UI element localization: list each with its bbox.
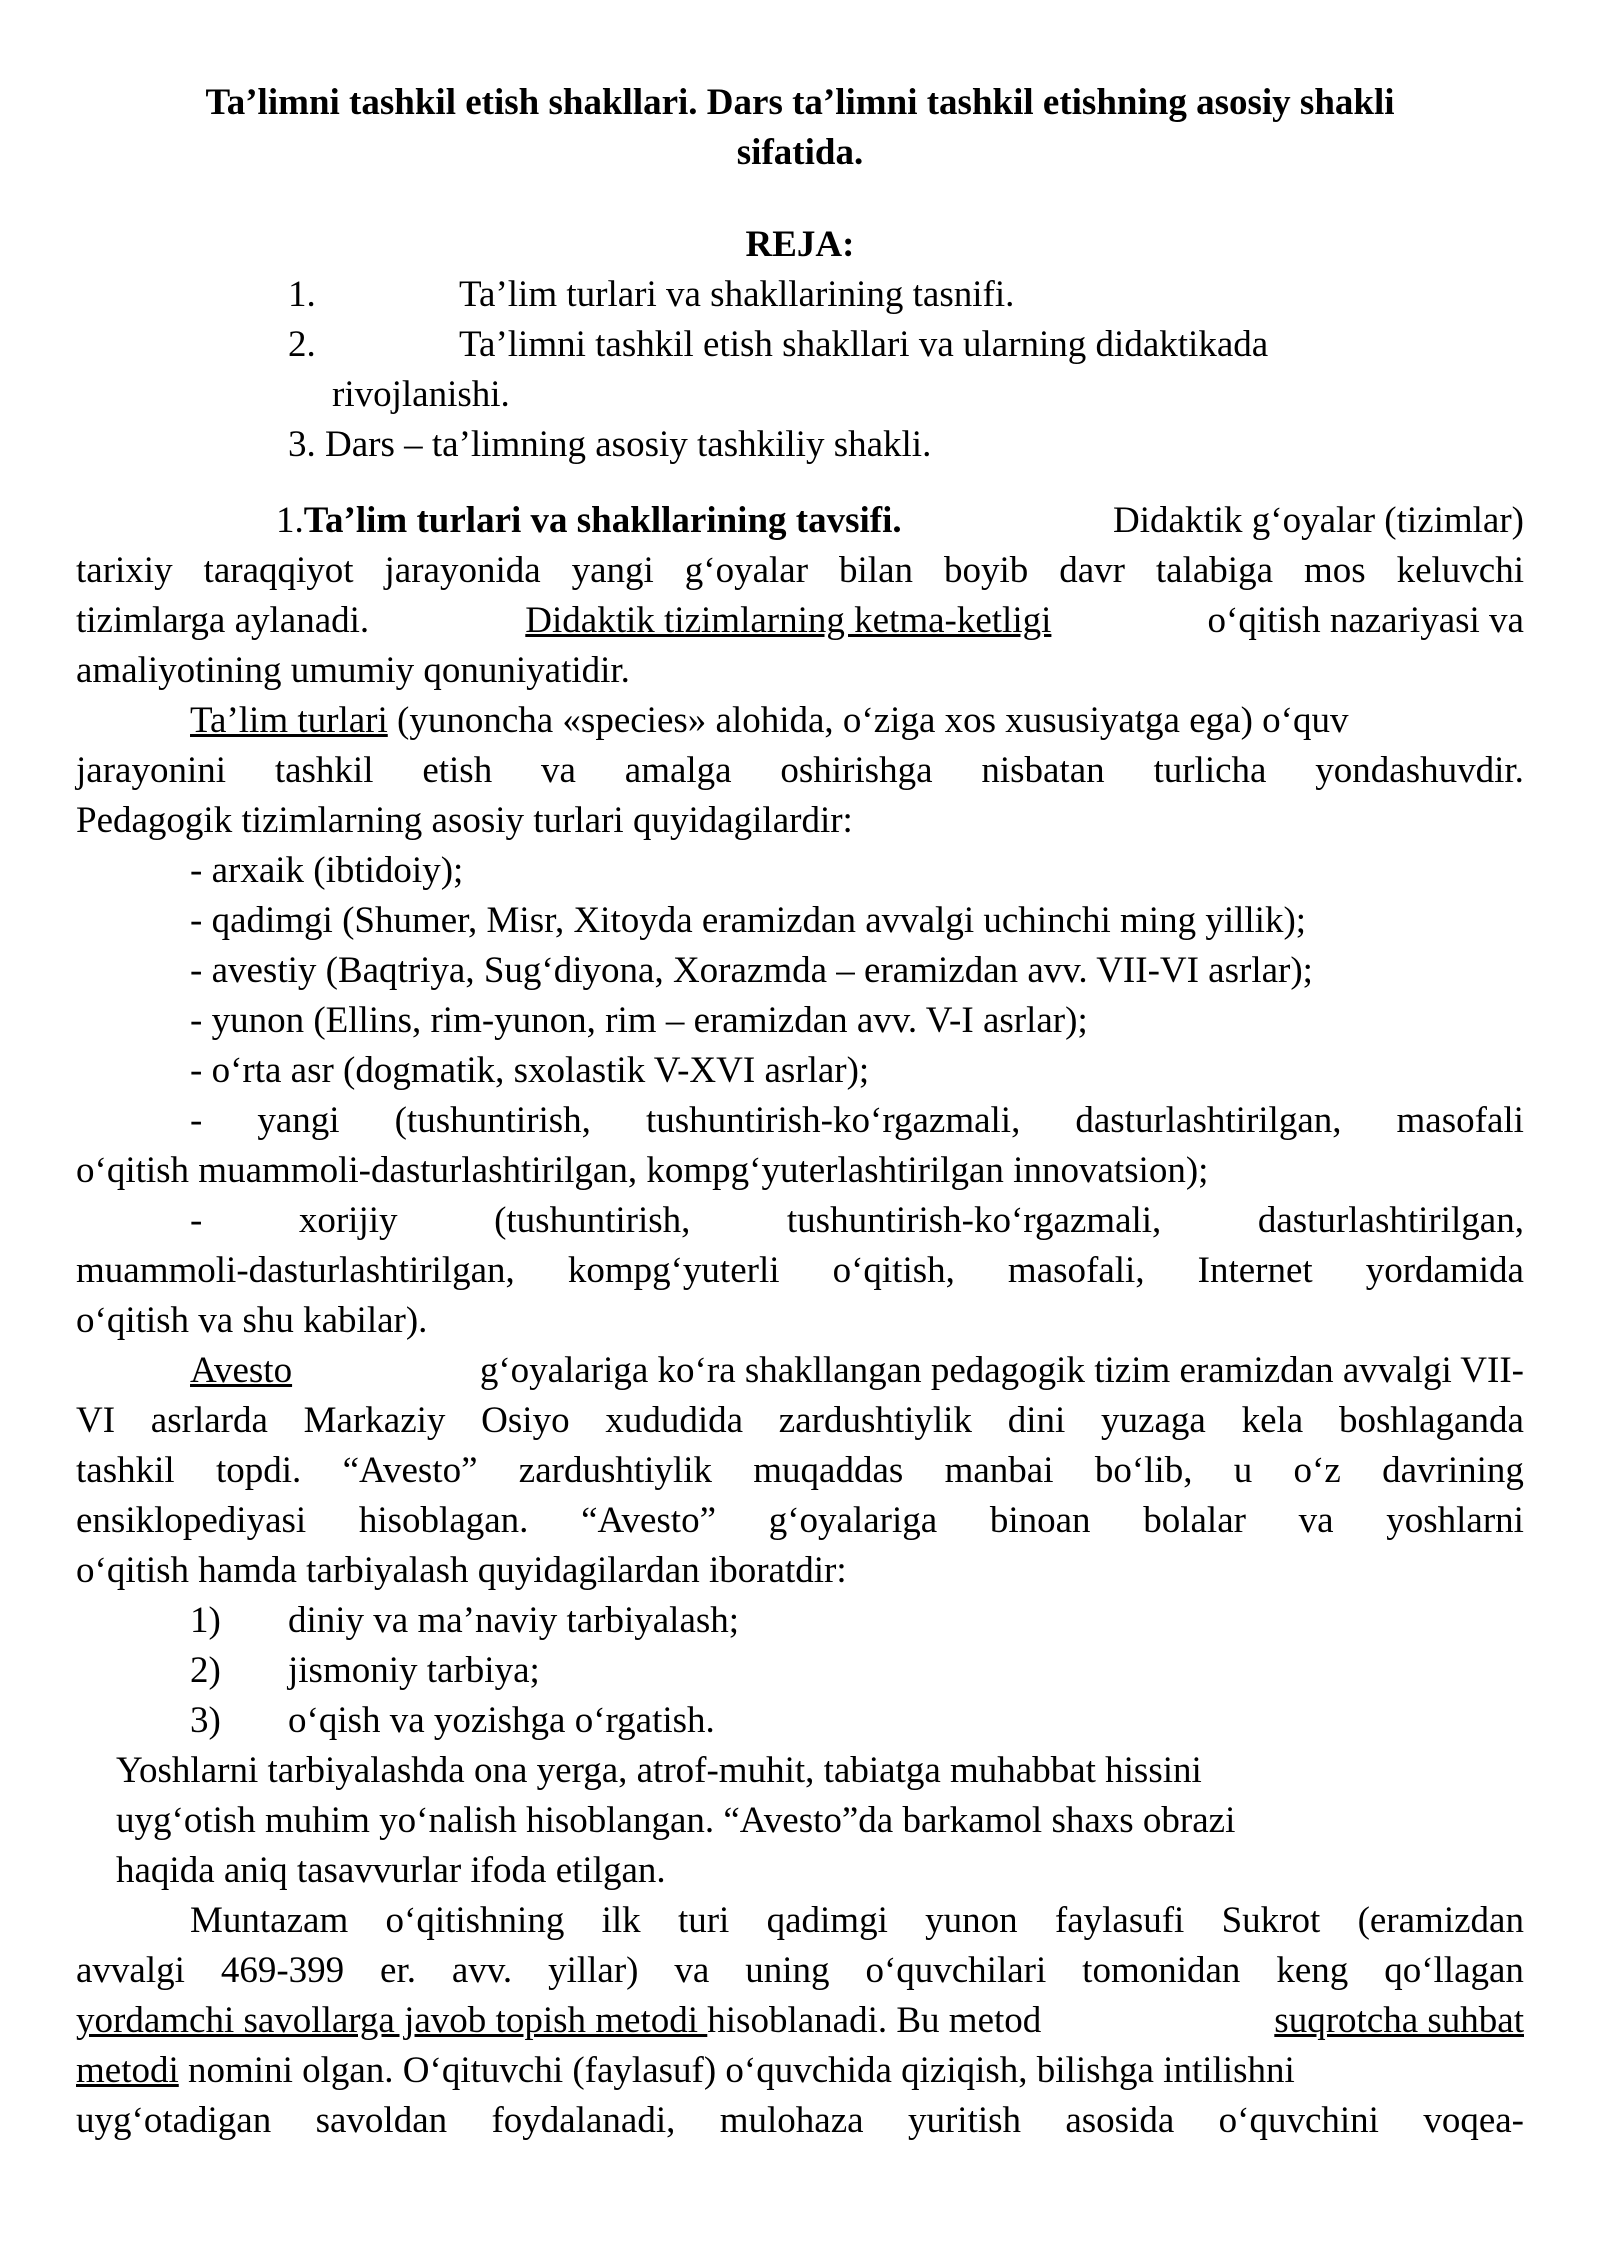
word: turi bbox=[677, 1900, 730, 1941]
text-line bbox=[76, 796, 1524, 846]
word: jarayonini bbox=[76, 750, 227, 791]
word: o‘z bbox=[1293, 1450, 1341, 1491]
plan-list bbox=[76, 270, 1524, 470]
word: va bbox=[541, 750, 576, 791]
section-heading: Ta’lim turlari va shakllarining tavsifi. bbox=[303, 500, 902, 541]
text-line bbox=[76, 596, 1524, 646]
word: Muntazam bbox=[190, 1900, 349, 1941]
plan-item-number: 2. bbox=[288, 324, 316, 365]
word: Markaziy bbox=[303, 1400, 446, 1441]
word: kela bbox=[1241, 1400, 1304, 1441]
word: etish bbox=[422, 750, 493, 791]
word: Internet bbox=[1197, 1250, 1313, 1291]
list-item: - avestiy (Baqtriya, Sug‘diyona, Xorazmda – eramizdan avv. VII-VI asrlar); bbox=[190, 950, 1313, 991]
numbered-list-item bbox=[76, 1646, 1524, 1696]
text-line bbox=[76, 1746, 1524, 1796]
word: VI bbox=[76, 1400, 116, 1441]
word: asosida bbox=[1065, 2100, 1175, 2141]
text-line bbox=[76, 746, 1524, 796]
text-span: o‘qitish muammoli-dasturlashtirilgan, kompg‘yuterlashtirilgan innovatsion); bbox=[76, 1150, 1209, 1191]
word: manbai bbox=[944, 1450, 1054, 1491]
word: tushuntirish-ko‘rgazmali, bbox=[645, 1100, 1021, 1141]
word: davrining bbox=[1382, 1450, 1524, 1491]
word: g‘oyalariga bbox=[768, 1500, 938, 1541]
word: er. bbox=[380, 1950, 416, 1991]
text-span: Yoshlarni tarbiyalashda ona yerga, atrof-muhit, tabiatga muhabbat hissini bbox=[116, 1750, 1202, 1791]
list-item bbox=[76, 1096, 1524, 1146]
word: bolalar bbox=[1143, 1500, 1246, 1541]
section-number: 1. bbox=[276, 500, 304, 541]
word: (eramizdan bbox=[1357, 1900, 1524, 1941]
word: xududida bbox=[605, 1400, 744, 1441]
word: boshlaganda bbox=[1338, 1400, 1524, 1441]
word: uyg‘otadigan bbox=[76, 2100, 272, 2141]
word: tashkil bbox=[274, 750, 374, 791]
list-item: - arxaik (ibtidoiy); bbox=[190, 850, 464, 891]
word: yillar) bbox=[548, 1950, 639, 1991]
word: kompg‘yuterli bbox=[567, 1250, 780, 1291]
text-line bbox=[76, 1246, 1524, 1296]
plan-item-number-text bbox=[288, 420, 931, 470]
text-span: Didaktik g‘oyalar (tizimlar) bbox=[1113, 500, 1524, 541]
word: xorijiy bbox=[298, 1200, 398, 1241]
underlined-term: metodi bbox=[76, 2050, 179, 2091]
plan-heading: REJA: bbox=[745, 224, 855, 265]
text-span: o‘qitish va shu kabilar). bbox=[76, 1300, 428, 1341]
document-title bbox=[116, 78, 1484, 178]
word: g‘oyalar bbox=[684, 550, 809, 591]
word: (tushuntirish, bbox=[494, 1200, 691, 1241]
word: faylasufi bbox=[1054, 1900, 1185, 1941]
word: keluvchi bbox=[1396, 550, 1524, 591]
section-4-paragraph bbox=[76, 1896, 1524, 2146]
text-line bbox=[76, 1446, 1524, 1496]
text-line bbox=[76, 496, 1524, 546]
word: tushuntirish-ko‘rgazmali, bbox=[786, 1200, 1162, 1241]
underlined-term: Didaktik tizimlarning ketma-ketligi bbox=[525, 600, 1052, 641]
word: o‘quvchilari bbox=[865, 1950, 1047, 1991]
word: taraqqiyot bbox=[203, 550, 354, 591]
text-line bbox=[76, 1996, 1524, 2046]
text-span: haqida aniq tasavvurlar ifoda etilgan. bbox=[116, 1850, 666, 1891]
word: 469-399 bbox=[220, 1950, 345, 1991]
text-span: o‘qitish nazariyasi va bbox=[1207, 600, 1524, 641]
word: yordamida bbox=[1365, 1250, 1524, 1291]
word: mulohaza bbox=[719, 2100, 864, 2141]
word: masofali, bbox=[1007, 1250, 1145, 1291]
word: o‘quvchini bbox=[1218, 2100, 1379, 2141]
word: keng bbox=[1276, 1950, 1349, 1991]
word: u bbox=[1233, 1450, 1253, 1491]
section-2-paragraph bbox=[76, 696, 1524, 1346]
list-item: - o‘rta asr (dogmatik, sxolastik V-XVI asrlar); bbox=[190, 1050, 870, 1091]
word: muammoli-dasturlashtirilgan, bbox=[76, 1250, 515, 1291]
word: zardushtiylik bbox=[778, 1400, 972, 1441]
word: o‘qitish, bbox=[832, 1250, 955, 1291]
word: - bbox=[190, 1200, 203, 1241]
word: tashkil bbox=[76, 1450, 175, 1491]
word: tarixiy bbox=[76, 550, 173, 591]
plan-item bbox=[76, 420, 1524, 470]
plan-item bbox=[76, 270, 1524, 320]
text-line bbox=[76, 696, 1524, 746]
list-text: diniy va ma’naviy tarbiyalash; bbox=[288, 1600, 740, 1641]
text-line bbox=[76, 1146, 1524, 1196]
word: ilk bbox=[601, 1900, 641, 1941]
word: avvalgi bbox=[76, 1950, 185, 1991]
word: amalga bbox=[624, 750, 732, 791]
word: ensiklopediyasi bbox=[76, 1500, 307, 1541]
word: - bbox=[190, 1100, 203, 1141]
underlined-term: suqrotcha suhbat bbox=[1274, 2000, 1524, 2041]
plan-item-number: 1. bbox=[288, 274, 316, 315]
word: yangi bbox=[571, 550, 654, 591]
list-text: jismoniy tarbiya; bbox=[288, 1650, 540, 1691]
word: topdi. bbox=[215, 1450, 302, 1491]
word: dasturlashtirilgan, bbox=[1075, 1100, 1342, 1141]
word: masofali bbox=[1396, 1100, 1524, 1141]
word: Osiyo bbox=[481, 1400, 570, 1441]
text-line bbox=[76, 1396, 1524, 1446]
text-span: uyg‘otish muhim yo‘nalish hisoblangan. “Avesto”da barkamol shaxs obrazi bbox=[116, 1800, 1236, 1841]
word: muqaddas bbox=[753, 1450, 904, 1491]
text-span: tizimlarga aylanadi. bbox=[76, 600, 370, 641]
text-line bbox=[76, 646, 1524, 696]
word: “Avesto” bbox=[342, 1450, 478, 1491]
word: va bbox=[1298, 1500, 1334, 1541]
title-line-1: Ta’limni tashkil etish shakllari. Dars ta’limni tashkil etishning asosiy shakli bbox=[205, 82, 1395, 123]
word: dasturlashtirilgan, bbox=[1257, 1200, 1524, 1241]
plan-item-text: Ta’limni tashkil etish shakllari va ularning didaktikada bbox=[459, 324, 1269, 365]
list-item: - qadimgi (Shumer, Misr, Xitoyda eramizdan avvalgi uchinchi ming yillik); bbox=[190, 900, 1307, 941]
title-line-2: sifatida. bbox=[736, 132, 864, 173]
list-text: o‘qish va yozishga o‘rgatish. bbox=[288, 1700, 715, 1741]
word: zardushtiylik bbox=[518, 1450, 712, 1491]
word: bo‘lib, bbox=[1094, 1450, 1193, 1491]
section-1-paragraph bbox=[76, 496, 1524, 696]
word: foydalanadi, bbox=[491, 2100, 676, 2141]
word: yunon bbox=[925, 1900, 1018, 1941]
text-span: Pedagogik tizimlarning asosiy turlari quyidagilardir: bbox=[76, 800, 853, 841]
word: boyib bbox=[943, 550, 1029, 591]
text-line bbox=[76, 1496, 1524, 1546]
word: dini bbox=[1007, 1400, 1066, 1441]
word: oshirishga bbox=[780, 750, 933, 791]
word: (tushuntirish, bbox=[394, 1100, 591, 1141]
list-item bbox=[76, 1196, 1524, 1246]
word: uning bbox=[745, 1950, 830, 1991]
word: avv. bbox=[451, 1950, 513, 1991]
word: binoan bbox=[989, 1500, 1091, 1541]
underlined-term: Ta’lim turlari bbox=[190, 700, 388, 741]
word: turlicha bbox=[1153, 750, 1267, 791]
word: jarayonida bbox=[384, 550, 541, 591]
word: bilan bbox=[839, 550, 913, 591]
text-line bbox=[76, 1846, 1524, 1896]
section-3-paragraph bbox=[76, 1346, 1524, 1896]
word: hisoblagan. bbox=[358, 1500, 529, 1541]
plan-item-continuation bbox=[76, 370, 1524, 420]
word: “Avesto” bbox=[581, 1500, 717, 1541]
word: mos bbox=[1303, 550, 1366, 591]
text-span: g‘oyalariga ko‘ra shakllangan pedagogik tizim eramizdan avvalgi VII- bbox=[479, 1350, 1524, 1391]
text-span: amaliyotining umumiy qonuniyatidir. bbox=[76, 650, 630, 691]
list-number: 3) bbox=[190, 1700, 221, 1741]
word: qo‘llagan bbox=[1384, 1950, 1524, 1991]
text-span: o‘qitish hamda tarbiyalash quyidagilardan iboratdir: bbox=[76, 1550, 847, 1591]
list-number: 2) bbox=[190, 1650, 221, 1691]
word: yangi bbox=[257, 1100, 340, 1141]
word: asrlarda bbox=[150, 1400, 268, 1441]
plan-item-text: Dars – ta’limning asosiy tashkiliy shakli. bbox=[325, 424, 932, 465]
word: tomonidan bbox=[1082, 1950, 1241, 1991]
plan-item bbox=[76, 320, 1524, 370]
text-line bbox=[76, 2096, 1524, 2146]
text-line bbox=[76, 2046, 1524, 2096]
text-line bbox=[76, 1346, 1524, 1396]
text-span: (yunoncha «species» alohida, o‘ziga xos xususiyatga ega) o‘quv bbox=[397, 700, 1349, 741]
plan-item-text-cont: rivojlanishi. bbox=[332, 374, 510, 415]
numbered-list-item bbox=[76, 1596, 1524, 1646]
text-line bbox=[76, 546, 1524, 596]
numbered-list-item bbox=[76, 1696, 1524, 1746]
text-line bbox=[76, 1896, 1524, 1946]
text-line bbox=[76, 1546, 1524, 1596]
word: nisbatan bbox=[981, 750, 1105, 791]
text-span: hisoblanadi. Bu metod bbox=[707, 2000, 1042, 2041]
text-line bbox=[76, 1946, 1524, 1996]
word: davr bbox=[1059, 550, 1125, 591]
word: savoldan bbox=[315, 2100, 448, 2141]
word: voqea- bbox=[1423, 2100, 1524, 2141]
word: Sukrot bbox=[1221, 1900, 1321, 1941]
underlined-term: yordamchi savollarga javob topish metodi bbox=[76, 2000, 708, 2041]
word: yoshlarni bbox=[1386, 1500, 1524, 1541]
plan-item-text: Ta’lim turlari va shakllarining tasnifi. bbox=[459, 274, 1015, 315]
word: yondashuvdir. bbox=[1315, 750, 1524, 791]
text-span: nomini olgan. O‘qituvchi (faylasuf) o‘quvchida qiziqish, bilishga intilishni bbox=[188, 2050, 1295, 2091]
word: talabiga bbox=[1155, 550, 1273, 591]
text-line bbox=[76, 1796, 1524, 1846]
plan-item-number: 3. bbox=[288, 424, 316, 465]
word: o‘qitishning bbox=[385, 1900, 565, 1941]
word: va bbox=[674, 1950, 710, 1991]
word: qadimgi bbox=[766, 1900, 888, 1941]
text-line bbox=[76, 1296, 1524, 1346]
list-item: - yunon (Ellins, rim-yunon, rim – eramizdan avv. V-I asrlar); bbox=[190, 1000, 1088, 1041]
underlined-term: Avesto bbox=[190, 1350, 293, 1391]
word: yuritish bbox=[907, 2100, 1021, 2141]
word: yuzaga bbox=[1101, 1400, 1206, 1441]
list-number: 1) bbox=[190, 1600, 221, 1641]
